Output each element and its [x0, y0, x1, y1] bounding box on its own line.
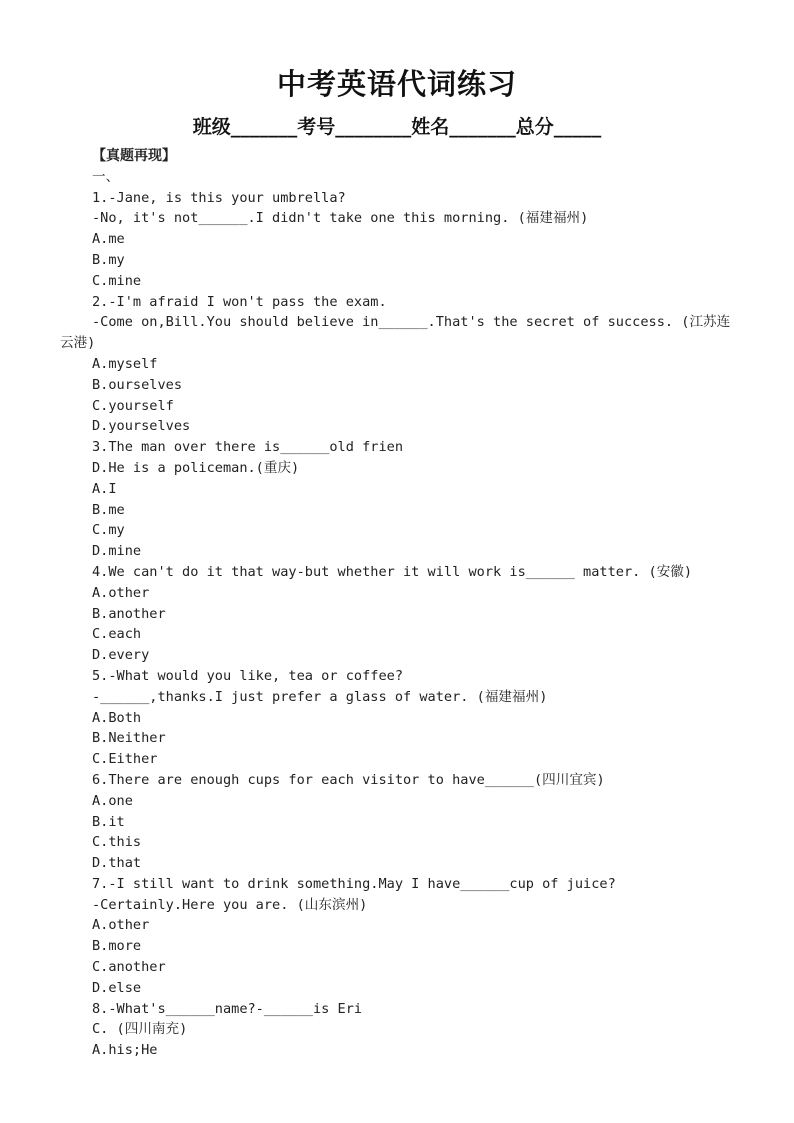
question-7-line-2: -Certainly.Here you are. (山东滨州) — [92, 896, 368, 913]
option-d: D.else — [92, 979, 142, 996]
exam-number-label: 考号 — [297, 116, 336, 138]
option-a: A.Both — [92, 709, 142, 726]
option-c: C.yourself — [92, 397, 174, 414]
option-c: C.each — [92, 626, 142, 643]
option-c: C.another — [92, 959, 166, 976]
option-b: B.more — [92, 938, 142, 955]
student-info-line — [0, 112, 794, 139]
score-blank: _____ — [553, 116, 602, 138]
section-heading: 【真题再现】 — [92, 148, 176, 164]
option-d: D.that — [92, 855, 142, 872]
question-1: 1.-Jane, is this your umbrella? — [92, 189, 346, 206]
question-body — [0, 146, 794, 1061]
exam-number-blank: ________ — [335, 116, 412, 138]
option-a: A.his;He — [92, 1042, 158, 1059]
option-b: B.Neither — [92, 730, 166, 747]
question-3: 3.The man over there is______old frien — [92, 439, 403, 456]
question-5-line-2: -______,thanks.I just prefer a glass of water. (福建福州) — [92, 688, 548, 705]
name-label: 姓名 — [411, 116, 450, 138]
question-8: 8.-What's______name?-______is Eri — [92, 1000, 363, 1017]
option-a: A.myself — [92, 355, 158, 372]
option-c: C.this — [92, 834, 142, 851]
section-number: 一、 — [92, 168, 120, 185]
question-5: 5.-What would you like, tea or coffee? — [92, 667, 403, 684]
score-label: 总分 — [515, 116, 554, 138]
page-title: 中考英语代词练习 — [276, 67, 517, 101]
question-1-line-2: -No, it's not______.I didn't take one this morning. (福建福州) — [92, 210, 589, 227]
option-d: D.every — [92, 647, 150, 664]
option-c: C.mine — [92, 272, 142, 289]
class-blank: _______ — [230, 116, 298, 138]
question-4: 4.We can't do it that way-but whether it will work is______ matter. (安徽) — [92, 563, 693, 580]
option-a: A.I — [92, 480, 117, 497]
class-label: 班级 — [192, 116, 231, 138]
name-blank: _______ — [449, 116, 516, 138]
option-a: A.other — [92, 584, 150, 601]
option-a: A.one — [92, 792, 133, 809]
option-d: D.mine — [92, 543, 142, 560]
question-2-line-2: -Come on,Bill.You should believe in______.That's the secret of success. (江苏连 — [92, 314, 731, 331]
option-b: B.it — [92, 813, 125, 830]
question-7: 7.-I still want to drink something.May I have______cup of juice? — [92, 875, 616, 892]
option-b: B.another — [92, 605, 166, 622]
option-a: A.other — [92, 917, 150, 934]
option-b: B.me — [92, 501, 125, 518]
option-c: C.Either — [92, 751, 158, 768]
question-3-line-2: D.He is a policeman.(重庆) — [92, 459, 300, 476]
option-b: B.ourselves — [92, 376, 183, 393]
option-b: B.my — [92, 251, 125, 268]
question-6: 6.There are enough cups for each visitor to have______(四川宜宾) — [92, 771, 605, 788]
question-2: 2.-I'm afraid I won't pass the exam. — [92, 293, 387, 310]
question-8-line-2: C. (四川南充) — [92, 1021, 188, 1038]
option-d: D.yourselves — [92, 418, 191, 435]
question-2-line-3: 云港) — [60, 335, 96, 352]
option-c: C.my — [92, 522, 125, 539]
option-a: A.me — [92, 231, 125, 248]
